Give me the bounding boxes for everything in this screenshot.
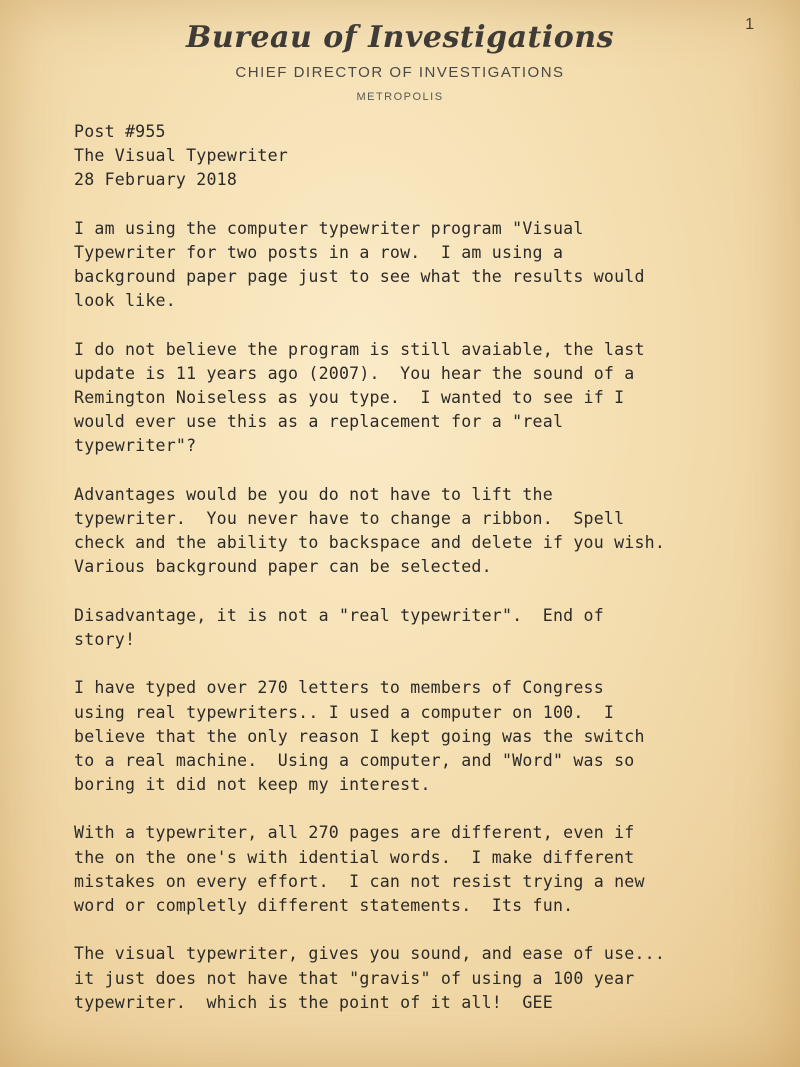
text-line: it just does not have that "gravis" of using a 100 year [74, 968, 635, 988]
text-line: I am using the computer typewriter program "Visual [74, 218, 584, 238]
text-line: to a real machine. Using a computer, and "Word" was so [74, 750, 635, 770]
post-title: The Visual Typewriter [74, 146, 288, 166]
paragraph-1 [74, 217, 774, 314]
text-line: With a typewriter, all 270 pages are different, even if [74, 823, 635, 843]
post-date: 28 February 2018 [74, 170, 238, 190]
paragraph-5 [74, 676, 774, 797]
text-line: Remington Noiseless as you type. I wanted to see if I [74, 388, 625, 408]
text-line: story! [74, 629, 136, 649]
text-line: the on the one's with idential words. I make different [74, 847, 635, 867]
paragraph-6 [74, 821, 774, 918]
text-line: typewriter. You never have to change a ribbon. Spell [74, 509, 625, 528]
text-line: look like. [74, 291, 176, 311]
text-line: check and the ability to backspace and delete if you wish. [74, 533, 666, 553]
paragraph-gap [74, 580, 774, 604]
text-line: I do not believe the program is still avaiable, the last [74, 339, 645, 359]
paragraph-7 [74, 942, 774, 1015]
letterhead [0, 18, 800, 104]
text-line: believe that the only reason I kept going was the switch [74, 726, 645, 746]
letter-body [74, 120, 774, 1015]
text-line: boring it did not keep my interest. [74, 775, 431, 795]
paragraph-3 [74, 483, 774, 580]
paragraph-4 [74, 604, 774, 652]
letterhead-title: Bureau of Investigations [185, 20, 614, 55]
post-number: Post #955 [74, 122, 166, 141]
paragraph-gap [74, 193, 774, 217]
text-line: background paper page just to see what the results would [74, 267, 645, 287]
paragraph-gap [74, 314, 774, 338]
paragraph-gap [74, 652, 774, 676]
text-line: Advantages would be you do not have to lift the [74, 484, 553, 504]
text-line: would ever use this as a replacement for a "real [74, 412, 564, 432]
text-line: typewriter. which is the point of it all! GEE [74, 992, 553, 1012]
letterhead-city: METROPOLIS [356, 91, 444, 103]
text-line: mistakes on every effort. I can not resist trying a new [74, 871, 645, 891]
page-number: 1 [745, 16, 754, 33]
paragraph-gap [74, 918, 774, 942]
paragraph-gap [74, 459, 774, 483]
paragraph-gap [74, 797, 774, 821]
letterhead-subtitle: CHIEF DIRECTOR OF INVESTIGATIONS [235, 64, 565, 81]
paragraph-2 [74, 338, 774, 459]
text-line: using real typewriters.. I used a computer on 100. I [74, 702, 615, 722]
text-line: Typewriter for two posts in a row. I am using a [74, 242, 564, 262]
text-line: update is 11 years ago (2007). You hear the sound of a [74, 363, 635, 383]
text-line: The visual typewriter, gives you sound, and ease of use... [74, 944, 666, 964]
text-line: typewriter"? [74, 436, 197, 456]
text-line: I have typed over 270 letters to members of Congress [74, 678, 604, 698]
text-line: Various background paper can be selected. [74, 557, 492, 577]
text-line: Disadvantage, it is not a "real typewriter". End of [74, 605, 604, 625]
text-line: word or completly different statements. Its fun. [74, 896, 574, 915]
